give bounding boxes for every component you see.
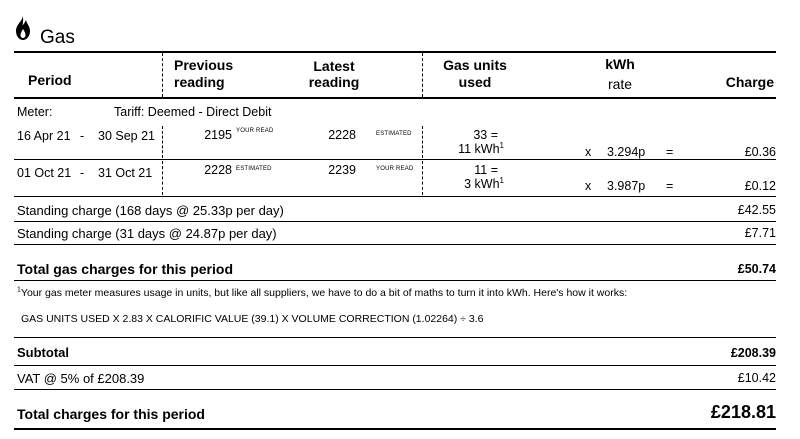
units-used: 11 = bbox=[474, 163, 498, 177]
row-rule bbox=[14, 389, 776, 390]
row-divider bbox=[162, 126, 163, 158]
standing-charge-label: Standing charge (168 days @ 25.33p per day) bbox=[17, 203, 284, 218]
header-divider bbox=[162, 53, 163, 97]
vat-amount: £10.42 bbox=[737, 371, 776, 385]
footnote-ref: 1 bbox=[499, 175, 504, 185]
row-charge: £0.12 bbox=[744, 179, 776, 193]
header-previous-line1: Previous bbox=[174, 57, 234, 73]
header-latest-line2: reading bbox=[308, 74, 360, 90]
period-separator: - bbox=[80, 129, 85, 143]
period-to: 31 Oct 21 bbox=[98, 166, 153, 180]
row-rule bbox=[14, 280, 776, 281]
row-charge: £0.36 bbox=[744, 145, 776, 159]
equals-sign: = bbox=[666, 179, 674, 193]
latest-reading: 2228 bbox=[328, 128, 356, 142]
previous-reading-tag: ESTIMATED bbox=[236, 166, 272, 172]
equals-sign: = bbox=[666, 145, 674, 159]
period-from: 16 Apr 21 bbox=[17, 129, 71, 143]
standing-charge-label: Standing charge (31 days @ 24.87p per day) bbox=[17, 226, 277, 241]
flame-icon bbox=[14, 15, 32, 41]
subtotal-label: Subtotal bbox=[17, 345, 69, 360]
period-to: 30 Sep 21 bbox=[98, 129, 155, 143]
footnote-formula: GAS UNITS USED X 2.83 X CALORIFIC VALUE (39.1) X VOLUME CORRECTION (1.02264) ÷ 3.6 bbox=[21, 313, 484, 325]
header-bottom-rule bbox=[14, 97, 776, 99]
vat-label: VAT @ 5% of £208.39 bbox=[17, 371, 145, 386]
total-amount: £218.81 bbox=[710, 402, 776, 422]
latest-reading-tag: ESTIMATED bbox=[376, 131, 412, 137]
total-rule bbox=[14, 428, 776, 430]
kwh-rate: 3.987p bbox=[607, 179, 646, 193]
footnote-marker: 1 bbox=[17, 286, 21, 294]
header-kwh-line2: rate bbox=[607, 76, 633, 92]
units-kwh bbox=[420, 177, 504, 192]
meter-label: Meter: bbox=[17, 105, 53, 119]
row-divider bbox=[162, 161, 163, 195]
kwh-value: 3 kWh bbox=[464, 177, 500, 191]
footnote-ref: 1 bbox=[499, 140, 504, 150]
total-gas-amount: £50.74 bbox=[737, 262, 776, 276]
header-previous-line2: reading bbox=[174, 74, 225, 90]
units-used: 33 = bbox=[473, 128, 498, 142]
previous-reading: 2195 bbox=[204, 128, 232, 142]
header-kwh-line1: kWh bbox=[605, 56, 635, 72]
kwh-value: 11 kWh bbox=[458, 142, 500, 156]
header-charge: Charge bbox=[725, 74, 774, 90]
period-from: 01 Oct 21 bbox=[17, 166, 72, 180]
total-gas-label: Total gas charges for this period bbox=[17, 261, 234, 277]
multiply-sign: x bbox=[585, 145, 592, 159]
header-latest-line1: Latest bbox=[313, 58, 355, 74]
row-divider bbox=[422, 161, 423, 195]
latest-reading-tag: YOUR READ bbox=[376, 166, 414, 172]
footnote-text bbox=[17, 287, 627, 300]
tariff-label: Tariff: Deemed - Direct Debit bbox=[114, 105, 272, 119]
standing-charge-amount: £7.71 bbox=[744, 226, 776, 240]
period-separator: - bbox=[80, 166, 85, 180]
header-divider bbox=[422, 53, 423, 97]
row-rule bbox=[14, 159, 776, 160]
section-title: Gas bbox=[40, 27, 75, 48]
row-divider bbox=[422, 126, 423, 158]
previous-reading-tag: YOUR READ bbox=[236, 128, 274, 134]
footnote-body: Your gas meter measures usage in units, but like all suppliers, we have to do a bit of maths to turn it into kWh. Here's how it works: bbox=[20, 287, 628, 299]
standing-charge-amount: £42.55 bbox=[737, 203, 776, 217]
previous-reading: 2228 bbox=[204, 163, 232, 177]
latest-reading: 2239 bbox=[328, 163, 356, 177]
row-rule bbox=[14, 196, 776, 197]
header-top-rule bbox=[14, 51, 776, 53]
kwh-rate: 3.294p bbox=[607, 145, 646, 159]
row-rule bbox=[14, 244, 776, 245]
total-label: Total charges for this period bbox=[17, 406, 205, 422]
row-rule bbox=[14, 365, 776, 366]
header-units-line2: used bbox=[458, 74, 492, 90]
multiply-sign: x bbox=[585, 179, 592, 193]
units-kwh bbox=[420, 142, 504, 157]
header-units-line1: Gas units bbox=[443, 57, 507, 73]
row-rule bbox=[14, 337, 776, 338]
header-period: Period bbox=[28, 72, 72, 88]
row-rule bbox=[14, 221, 776, 222]
subtotal-amount: £208.39 bbox=[730, 346, 776, 360]
